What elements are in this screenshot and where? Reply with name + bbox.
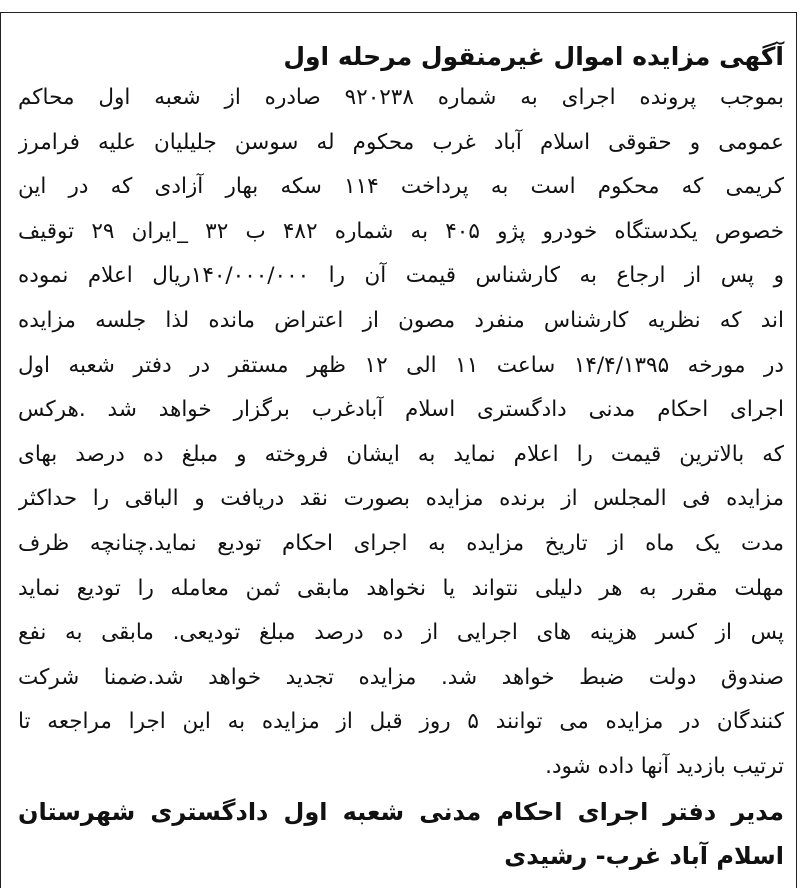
- notice-body-line: کنندگان در مزایده می توانند ۵ روز قبل از مزایده به این اجرا مراجعه تا: [18, 709, 784, 735]
- notice-body: [18, 76, 784, 790]
- notice-body-line: که بالاترین قیمت را اعلام نماید به ایشان فروخته و مبلغ ده درصد بهای: [18, 441, 784, 467]
- notice-body-line: و پس از ارجاع به کارشناس قیمت آن را ۱۴۰/۰۰۰/۰۰۰ریال اعلام نموده: [18, 263, 784, 289]
- notice-body-line: مهلت مقرر به هر دلیلی نتواند یا نخواهد مابقی ثمن معامله را تودیع نماید: [18, 575, 784, 601]
- notice-title: آگهی مزایده اموال غیرمنقول مرحله اول: [283, 42, 784, 71]
- notice-body-line: کریمی که محکوم است به پرداخت ۱۱۴ سکه بهار آزادی که در این: [18, 174, 784, 200]
- notice-body-line: پس از کسر هزینه های اجرایی از ده درصد مبلغ تودیعی. مابقی به نفع: [18, 620, 784, 646]
- notice-body-line: عمومی و حقوقی اسلام آباد غرب محکوم له سوسن جلیلیان علیه فرامرز: [18, 129, 784, 155]
- notice-body-line: بموجب پرونده اجرای به شماره ۹۲۰۲۳۸ صادره از شعبه اول محاکم: [18, 85, 784, 110]
- auction-notice: [18, 38, 784, 878]
- notice-body-line: ترتیب بازدید آنها داده شود.: [545, 753, 784, 779]
- notice-body-line: اند که نظریه کارشناس منفرد مصون از اعتراض مانده لذا جلسه مزایده: [18, 307, 784, 333]
- notice-body-line: صندوق دولت ضبط خواهد شد. مزایده تجدید خواهد شد.ضمنا شرکت: [18, 664, 784, 690]
- notice-body-line: در مورخه ۱۴/۴/۱۳۹۵ ساعت ۱۱ الی ۱۲ ظهر مستقر در دفتر شعبه اول: [18, 352, 784, 378]
- notice-body-line: مدت یک ماه از تاریخ مزایده به اجرای احکام تودیع نماید.چنانچه ظرف: [18, 530, 784, 556]
- notice-body-line: اجرای احکام مدنی دادگستری اسلام آبادغرب برگزار خواهد شد .هرکس: [18, 397, 784, 423]
- signature-line-name: اسلام آباد غرب- رشیدی: [504, 841, 784, 870]
- signature-line-office: مدیر دفتر اجرای احکام مدنی شعبه اول دادگستری شهرستان: [18, 797, 784, 826]
- notice-body-line: خصوص یکدستگاه خودرو پژو ۴۰۵ به شماره ۴۸۲ ب ۳۲ _ایران ۲۹ توقیف: [18, 218, 784, 244]
- notice-body-line: مزایده فی المجلس از برنده مزایده بصورت نقد دریافت و الباقی را حداکثر: [18, 486, 784, 512]
- signature-block: [18, 790, 784, 878]
